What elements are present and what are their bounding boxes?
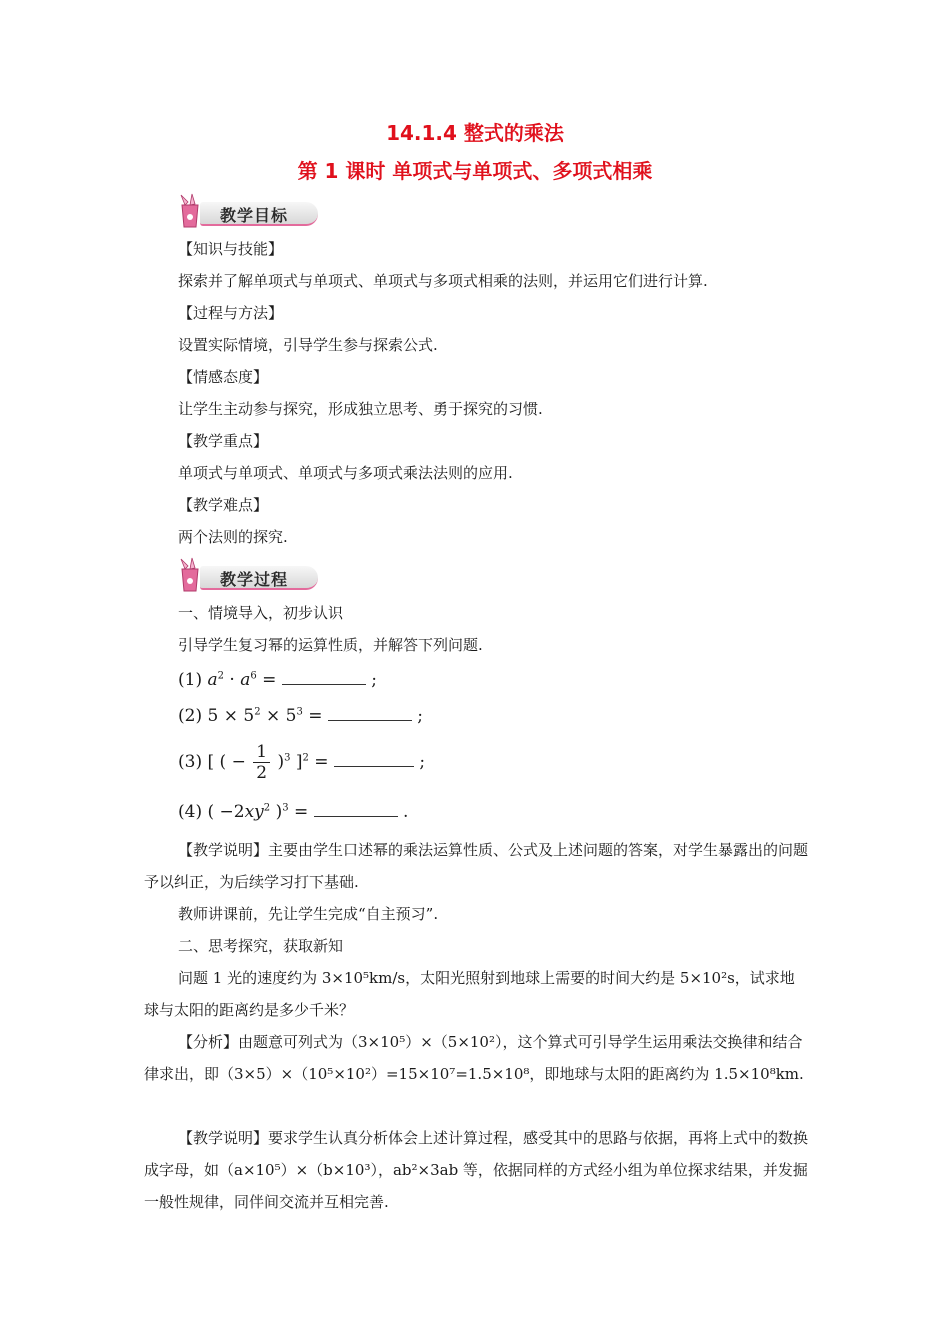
process-step-1-text: 引导学生复习幂的运算性质，并解答下列问题. (178, 636, 483, 654)
badge-label: 教学过程 (220, 570, 289, 589)
goal-text-5: 两个法则的探究. (178, 528, 288, 546)
teaching-note-2: 【教学说明】要求学生认真分析体会上述计算过程，感受其中的思路与依据，再将上式中的数换成字母，如（a×10⁵）×（b×10³），ab²×3ab 等，依据同样的方式经小组为单位探求结果，并发掘一般性规律，同伴间交流并互相完善. (144, 1129, 809, 1211)
goal-heading-4: 【教学重点】 (178, 432, 269, 450)
goal-text-1: 探索并了解单项式与单项式、单项式与多项式相乘的法则，并运用它们进行计算. (178, 272, 708, 290)
goal-heading-2: 【过程与方法】 (178, 304, 284, 322)
section-badge-process (176, 557, 322, 593)
page-subtitle: 第 1 课时 单项式与单项式、多项式相乘 (297, 159, 653, 183)
preview-note: 教师讲课前，先让学生完成“自主预习”. (178, 905, 439, 923)
question-4: (4) ( $-2xy^2$ )$^3$ = . (178, 802, 409, 822)
question-1: (1) $a^2 \cdot a^6$ = ; (178, 670, 377, 690)
goal-heading-1: 【知识与技能】 (178, 240, 284, 258)
goal-text-4: 单项式与单项式、单项式与多项式乘法法则的应用. (178, 464, 513, 482)
badge-label: 教学目标 (220, 206, 289, 225)
page-title: 14.1.4 整式的乘法 (386, 121, 564, 145)
teaching-note-1: 【教学说明】主要由学生口述幂的乘法运算性质、公式及上述问题的答案，对学生暴露出的问题予以纠正，为后续学习打下基础. (144, 841, 809, 891)
section-badge-goals (176, 193, 322, 229)
goal-text-3: 让学生主动参与探究，形成独立思考、勇于探究的习惯. (178, 400, 543, 418)
goal-text-2: 设置实际情境，引导学生参与探索公式. (178, 336, 438, 354)
question-2: (2) $5 \times 5^2 \times 5^3$ = ; (178, 706, 424, 726)
process-step-1: 一、情境导入，初步认识 (178, 604, 344, 622)
question-3: (3) [ ( − $\frac{1}{2}$ )$^3$ ]$^2$ = ; (178, 742, 426, 783)
process-step-2: 二、思考探究，获取新知 (178, 937, 344, 955)
goal-heading-5: 【教学难点】 (178, 496, 269, 514)
problem-1: 问题 1 光的速度约为 3×10⁵km/s，太阳光照射到地球上需要的时间大约是 5×10²s，试求地球与太阳的距离约是多少千米？ (144, 969, 795, 1019)
analysis: 【分析】由题意可列式为（3×10⁵）×（5×10²），这个算式可引导学生运用乘法交换律和结合律求出，即（3×5）×（10⁵×10²）=15×10⁷=1.5×10⁸，即地球与太阳的距离约为 1.5×10⁸km. (144, 1033, 804, 1083)
goal-heading-3: 【情感态度】 (178, 368, 269, 386)
